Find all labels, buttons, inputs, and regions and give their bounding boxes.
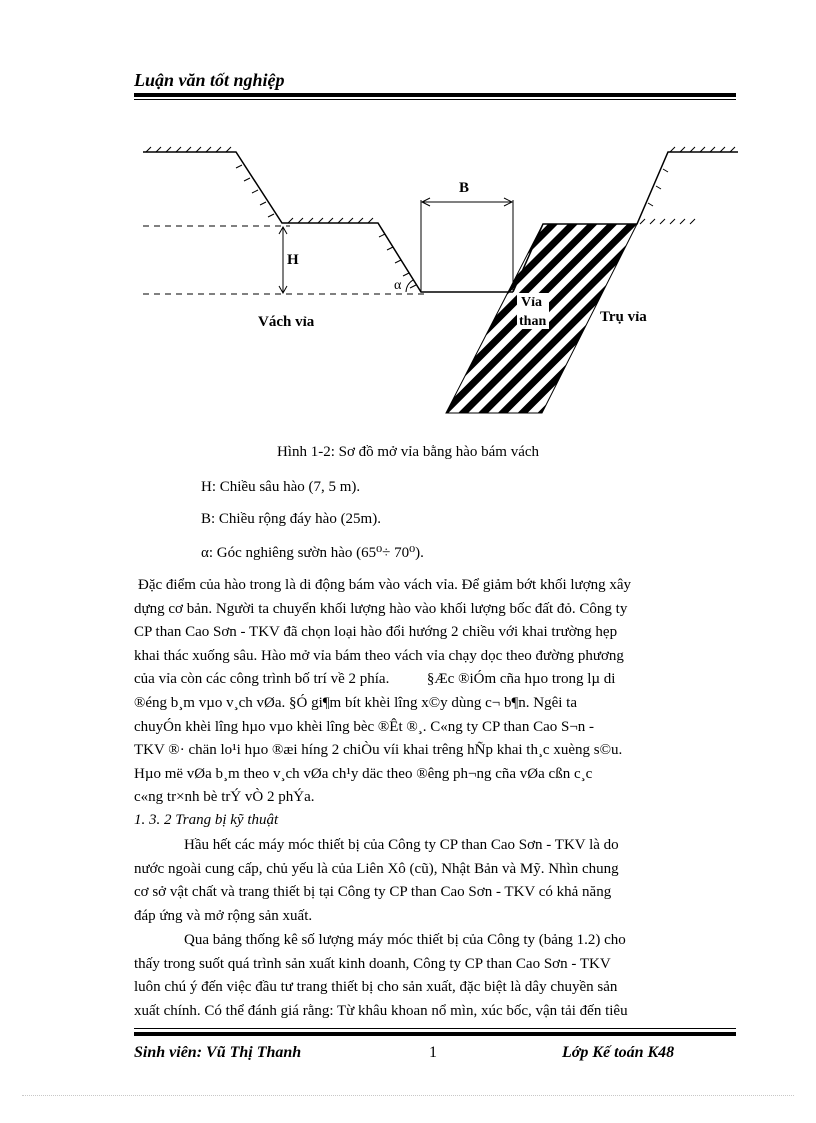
- footer-rule-thick: [134, 1032, 736, 1036]
- paragraph-3: [134, 929, 737, 1023]
- label-tru-via: Trụ vỉa: [600, 309, 647, 325]
- p1-line: TKV ®· chän lo¹i hµo ®æi híng 2 chiÒu víi khai trêng hÑp khai th¸c xuèng s©u.: [134, 742, 623, 759]
- page-edge-dotted-line: [22, 1095, 794, 1096]
- p2-line: nước ngoài cung cấp, chủ yếu là của Liên Xô (cũ), Nhật Bản và Mỹ. Nhìn chung: [134, 860, 619, 877]
- p1-line: Hµo më vØa b¸m theo v¸ch vØa ch¹y däc theo ®êng ph¬ng cña vØa cßn c¸c: [134, 765, 593, 782]
- ground-hatching: [146, 147, 735, 288]
- p1-line: khai thác xuống sâu. Hào mở vỉa bám theo vách vỉa chạy dọc theo đường phương: [134, 647, 624, 664]
- p3-line: luôn chú ý đến việc đầu tư trang thiết bị cho sản xuất, đặc biệt là dây chuyền sản: [134, 979, 618, 996]
- p1-line: chuyÓn khèi lîng hµo vµo khèi lîng bèc ®Êt ®¸. C«ng ty CP than Cao S¬n -: [134, 718, 595, 735]
- p2-line: đáp ứng và mở rộng sản xuất.: [134, 907, 313, 924]
- footer-rule-thin: [134, 1028, 736, 1029]
- p3-line: Qua bảng thống kê số lượng máy móc thiết bị của Công ty (bảng 1.2) cho: [184, 932, 626, 948]
- trench-diagram: [130, 140, 750, 425]
- page-number: 1: [429, 1044, 437, 1061]
- p1-line: Đặc điểm của hào trong là di động bám vào vách vỉa. Để giảm bớt khối lượng xây: [138, 577, 632, 593]
- p3-line: xuất chính. Có thể đánh giá rằng: Từ khâu khoan nổ mìn, xúc bốc, vận tải đến tiêu: [134, 1002, 628, 1019]
- label-h: H: [287, 252, 299, 268]
- section-heading: 1. 3. 2 Trang bị kỹ thuật: [134, 812, 279, 828]
- legend-b: B: Chiều rộng đáy hào (25m).: [201, 511, 381, 527]
- footer-student: Sinh viên: Vũ Thị Thanh: [134, 1044, 302, 1061]
- p1-line: ®éng b¸m vµo v¸ch vØa. §Ó gi¶m bít khèi lîng x©y dùng c¬ b¶n. Ngêi ta: [134, 694, 578, 711]
- p2-line: cơ sở vật chất và trang thiết bị tại Công ty CP than Cao Sơn - TKV có khả năng: [134, 884, 612, 901]
- header-rule-thin: [134, 99, 736, 100]
- p1-line: dựng cơ bản. Người ta chuyển khối lượng hào vào khối lượng bốc đất đỏ. Công ty: [134, 600, 628, 617]
- p2-line: Hầu hết các máy móc thiết bị của Công ty CP than Cao Sơn - TKV là do: [184, 837, 619, 853]
- label-via-than-1: Vỉa: [521, 295, 542, 310]
- paragraph-1: [134, 574, 737, 810]
- left-slope-profile: [143, 152, 513, 292]
- label-b: B: [459, 180, 470, 196]
- legend-alpha: α: Góc nghiêng sườn hào (65⁰÷ 70⁰).: [201, 545, 424, 561]
- figure-caption: Hình 1-2: Sơ đồ mở vỉa bằng hào bám vách: [276, 444, 540, 460]
- legend-h: H: Chiều sâu hào (7, 5 m).: [201, 479, 361, 495]
- label-via-than-2: than: [519, 314, 547, 329]
- p1-line: c«ng tr×nh bè trÝ vÒ 2 phÝa.: [134, 789, 315, 806]
- footer-class: Lớp Kế toán K48: [562, 1044, 675, 1061]
- header-title: Luận văn tốt nghiệp: [134, 70, 285, 90]
- p1-line: CP than Cao Sơn - TKV đã chọn loại hào đổi hướng 2 chiều với khai trường hẹp: [134, 624, 618, 641]
- p3-line: thấy trong suốt quá trình sản xuất kinh doanh, Công ty CP than Cao Sơn - TKV: [134, 955, 611, 972]
- label-alpha: α: [394, 278, 402, 293]
- paragraph-2: [134, 834, 737, 928]
- p1-line: của vỉa còn các công trình bố trí về 2 phía. §Æc ®iÓm cña hµo trong lµ di: [134, 671, 616, 688]
- label-vach-via: Vách vỉa: [258, 314, 315, 330]
- header-rule-thick: [134, 93, 736, 97]
